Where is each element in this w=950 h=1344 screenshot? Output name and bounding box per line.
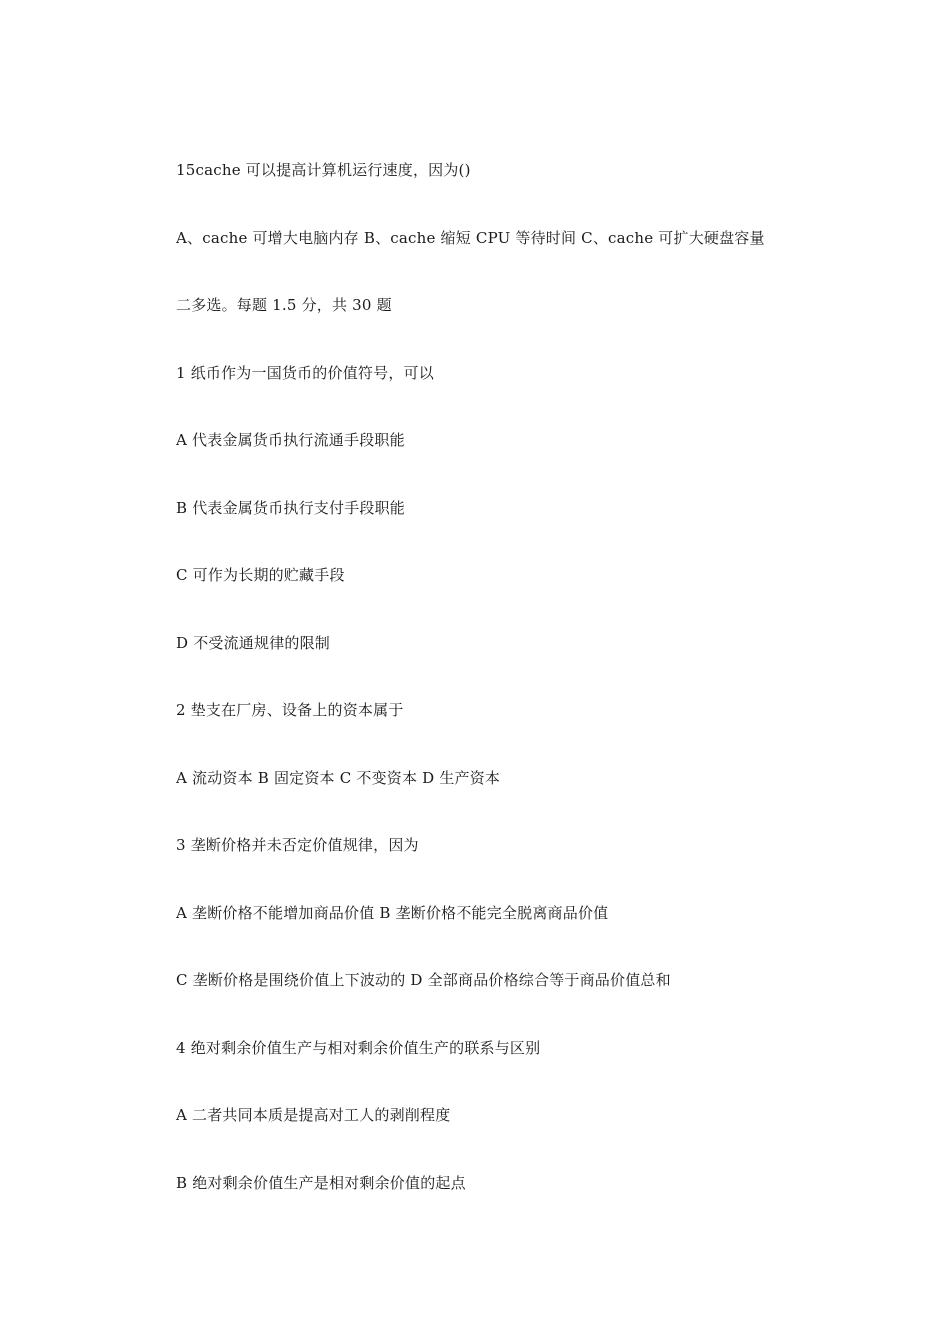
question-1-option-c: C 可作为长期的贮藏手段 — [176, 566, 345, 584]
question-3-options-cd: C 垄断价格是围绕价值上下波动的 D 全部商品价格综合等于商品价值总和 — [176, 971, 671, 989]
question-15-options: A、cache 可增大电脑内存 B、cache 缩短 CPU 等待时间 C、cache 可扩大硬盘容量 — [176, 229, 765, 247]
question-1-option-a: A 代表金属货币执行流通手段职能 — [176, 431, 405, 449]
question-4-option-b: B 绝对剩余价值生产是相对剩余价值的起点 — [176, 1174, 466, 1192]
question-1-option-d: D 不受流通规律的限制 — [176, 634, 330, 652]
question-1-text: 1 纸币作为一国货币的价值符号，可以 — [176, 364, 434, 382]
question-3-text: 3 垄断价格并未否定价值规律，因为 — [176, 836, 419, 854]
section-heading-multiple-choice: 二多选。每题 1.5 分，共 30 题 — [176, 296, 392, 314]
question-3-options-ab: A 垄断价格不能增加商品价值 B 垄断价格不能完全脱离商品价值 — [176, 904, 609, 922]
question-1-option-b: B 代表金属货币执行支付手段职能 — [176, 499, 405, 517]
question-4-option-a: A 二者共同本质是提高对工人的剥削程度 — [176, 1106, 451, 1124]
question-2-options: A 流动资本 B 固定资本 C 不变资本 D 生产资本 — [176, 769, 501, 787]
question-4-text: 4 绝对剩余价值生产与相对剩余价值生产的联系与区别 — [176, 1039, 541, 1057]
question-15-text: 15cache 可以提高计算机运行速度，因为() — [176, 161, 471, 179]
question-2-text: 2 垫支在厂房、设备上的资本属于 — [176, 701, 404, 719]
